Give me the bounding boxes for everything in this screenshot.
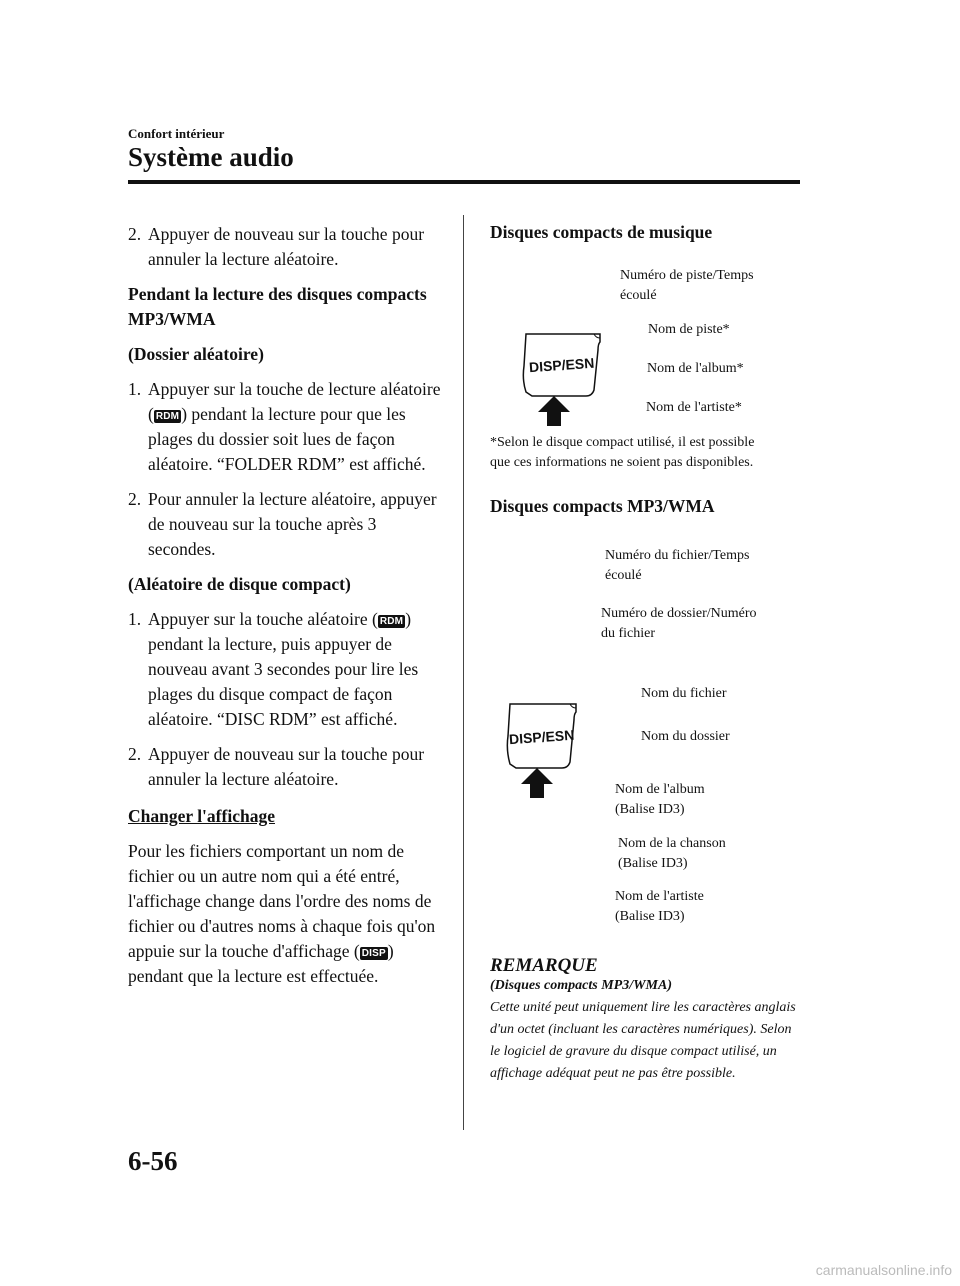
label-artist-id3: Nom de l'artiste (Balise ID3) [615, 889, 704, 924]
folder-random-heading: (Dossier aléatoire) [128, 344, 264, 364]
label-file-name: Nom du fichier [641, 686, 727, 701]
label-artist-name: Nom de l'artiste* [646, 400, 742, 415]
disc-step-1: 1. Appuyer sur la touche aléatoire ( RDM ) pendant la lecture, puis appuyer de nouveau avant 3 secondes pour lire les plages du disque compact de façon aléatoire. “DISC RDM” est affiché. [128, 609, 419, 729]
disp-esn-button-illustration [490, 700, 590, 802]
change-display-text: Pour les fichiers comportant un nom de fichier ou un autre nom qui a été entré, l'affichage change dans l'ordre des noms de fichier ou d'autres noms à chaque fois qu'on appuie sur la touche d'affichage ( DISP ) pendant que la lecture est effectuée. [128, 841, 436, 986]
folder-step-2: 2. Pour annuler la lecture aléatoire, appuyer de nouveau sur la touche après 3 secondes. [128, 489, 437, 559]
mp3-playback-heading: Pendant la lecture des disques compacts MP3/WMA [128, 284, 427, 329]
music-cd-heading: Disques compacts de musique [490, 222, 713, 242]
button-label: DISP/ESN [528, 354, 595, 376]
footnote: *Selon le disque compact utilisé, il est possible que ces informations ne soient pas disponibles. [490, 435, 755, 470]
watermark: carmanualsonline.info [815, 1262, 952, 1278]
page-number: 6-56 [128, 1146, 178, 1176]
label-song-id3: Nom de la chanson (Balise ID3) [618, 836, 726, 871]
rdm-button-icon: RDM [155, 411, 180, 422]
disp-button-icon: DISP [361, 948, 386, 959]
mp3-cd-heading: Disques compacts MP3/WMA [490, 496, 715, 516]
note-text: Cette unité peut uniquement lire les caractères anglais d'un octet (incluant les caractères numériques). Selon le logiciel de gravure du disque compact utilisé, un affichage adéquat peut ne pas être possible. [490, 1000, 796, 1081]
title-rule [128, 180, 800, 184]
step-text: Appuyer de nouveau sur la touche pour annuler la lecture aléatoire. [148, 224, 425, 269]
label-album-id3: Nom de l'album (Balise ID3) [615, 782, 705, 817]
disp-esn-button-illustration [504, 330, 604, 430]
label-folder-file-number: Numéro de dossier/Numéro du fichier [601, 606, 757, 641]
step-2-cancel-random: 2. Appuyer de nouveau sur la touche pour annuler la lecture aléatoire. [128, 222, 446, 272]
disc-step-2: 2. Appuyer de nouveau sur la touche pour annuler la lecture aléatoire. [128, 744, 425, 789]
rdm-button-icon: RDM [379, 616, 404, 627]
disc-random-heading: (Aléatoire de disque compact) [128, 574, 351, 594]
label-track-time: Numéro de piste/Temps écoulé [620, 268, 754, 303]
label-folder-name: Nom du dossier [641, 729, 730, 744]
note-heading: REMARQUE [490, 955, 598, 976]
note-subheading: (Disques compacts MP3/WMA) [490, 978, 672, 993]
label-album-name: Nom de l'album* [647, 361, 744, 376]
button-label: DISP/ESN [508, 726, 575, 748]
left-column [128, 222, 446, 989]
column-divider [463, 215, 464, 1130]
label-file-time: Numéro du fichier/Temps écoulé [605, 548, 750, 583]
folder-step-1: 1. Appuyer sur la touche de lecture aléatoire ( RDM ) pendant la lecture pour que les plages du dossier soit lues de façon aléatoire. “FOLDER RDM” est affiché. [128, 379, 441, 474]
page-title: Système audio [128, 142, 294, 172]
section-label: Confort intérieur [128, 126, 225, 141]
change-display-heading: Changer l'affichage [128, 806, 275, 826]
label-track-name: Nom de piste* [648, 322, 730, 337]
